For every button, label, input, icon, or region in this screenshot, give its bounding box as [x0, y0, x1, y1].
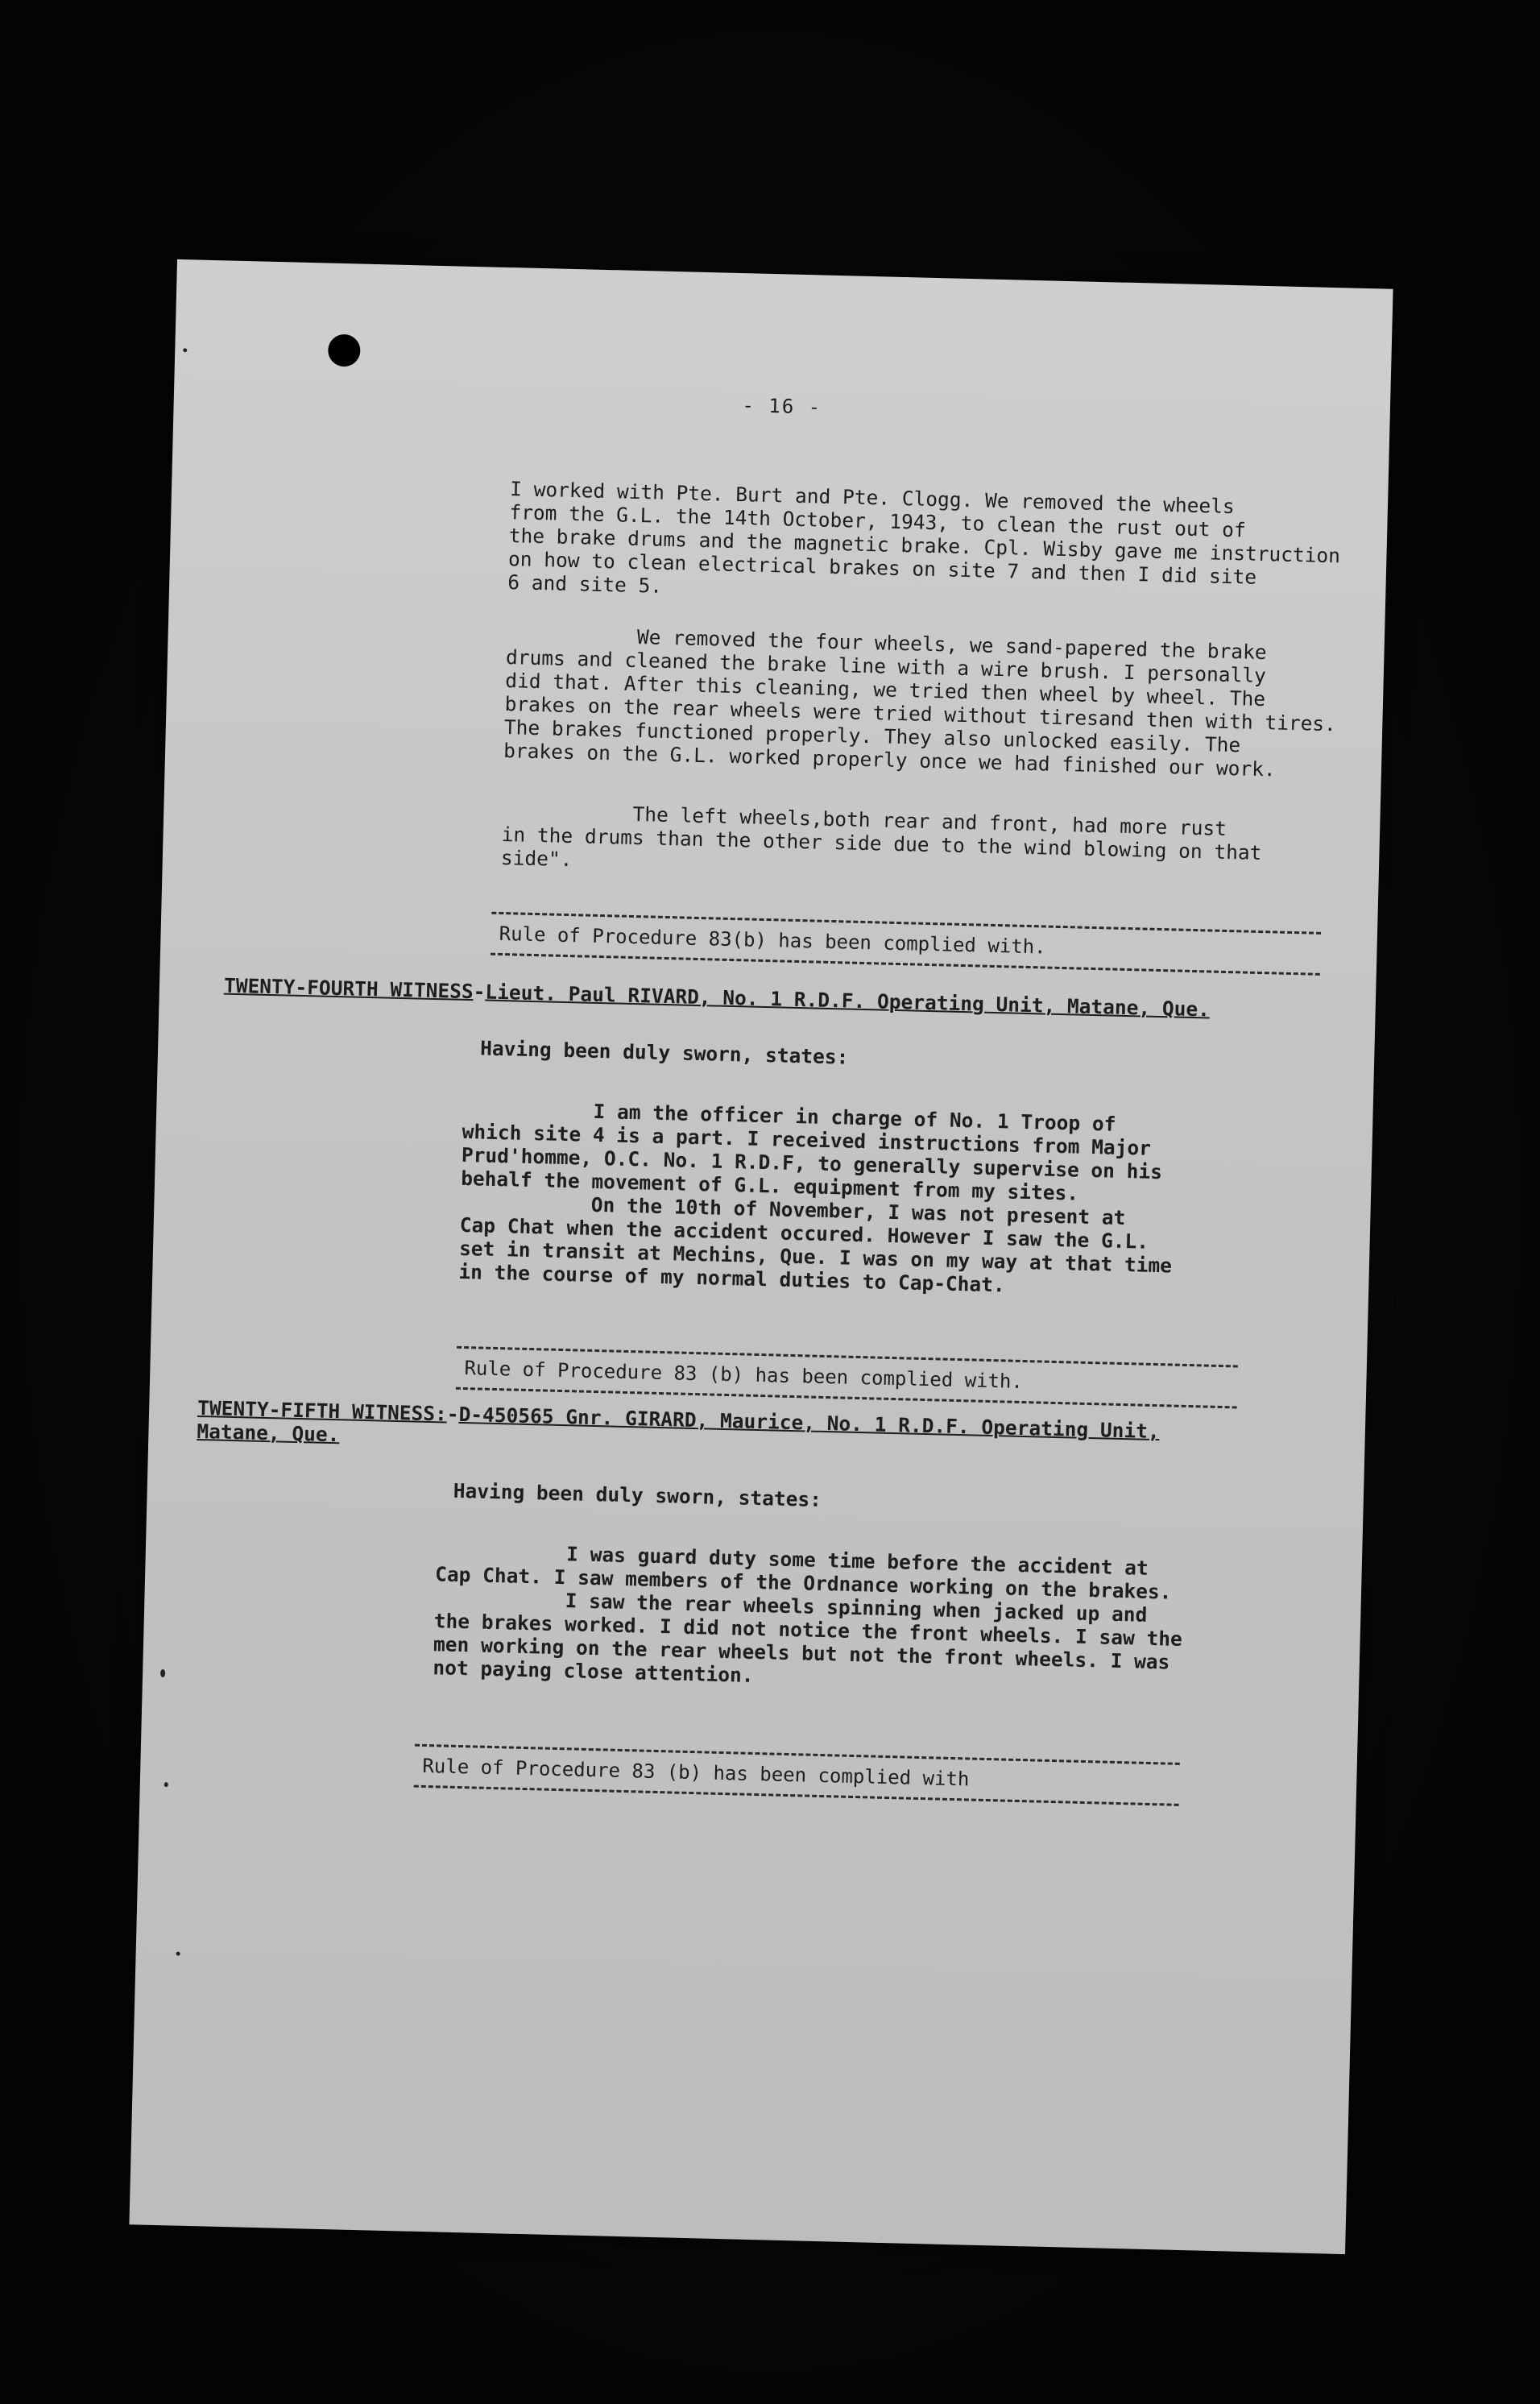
sworn-statement-heading: Having been duly sworn, states: [453, 1478, 822, 1511]
witness-separator: - [473, 980, 486, 1004]
speck-mark [183, 348, 187, 352]
procedure-rule-text: Rule of Procedure 83 (b) has been complied with [422, 1754, 970, 1791]
document-page [129, 259, 1393, 2254]
witness-label: TWENTY-FIFTH WITNESS: [197, 1395, 448, 1426]
witness-heading [197, 1396, 1261, 1469]
speck-mark [164, 1782, 168, 1787]
witness-statement: I am the officer in charge of No. 1 Troop of which site 4 is a part. I received instructions from Major Prud'homme, O.C. No. 1 R.D.F, to generally supervise on his behalf the movement of G.L. equipment from my sites. On the 10th of November, I was not present at Cap Chat when the accident occured. However I saw the G.L. set in transit at Mechins, Que. I was on my way at that time in the course of my normal duties to Cap-Chat. [458, 1096, 1173, 1297]
sworn-statement-heading: Having been duly sworn, states: [479, 1036, 849, 1069]
witness-name: Lieut. Paul RIVARD, No. 1 R.D.F. Operating Unit, Matane, Que. [485, 980, 1211, 1022]
witness-statement: I was guard duty some time before the accident at Cap Chat. I saw members of the Ordnance working on the brakes. I saw the rear wheels spinning when jacked up and the brakes worked. I did not notice the front wheels. I saw the men working on the rear wheels but not the front wheels. I was not paying close attention. [433, 1539, 1183, 1687]
speck-mark [176, 1952, 180, 1956]
procedure-rule-text: Rule of Procedure 83 (b) has been complied with. [464, 1357, 1024, 1393]
procedure-rule-block [414, 1744, 1180, 1806]
page-number: - 16 - [742, 394, 822, 419]
statement-paragraph: I worked with Pte. Burt and Pte. Clogg. We removed the wheels from the G.L. the 14th October, 1943, to clean the rust out of the brake drums and the magnetic brake. Cpl. Wisby gave me instruction on how to clean electrical brakes on site 7 and then I did site 6 and site 5. [507, 477, 1341, 598]
witness-label: TWENTY-FOURTH WITNESS [223, 973, 474, 1004]
procedure-rule-block [491, 912, 1321, 976]
statement-paragraph: The left wheels,both rear and front, had more rust in the drums than the other side due to the wind blowing on that side". [500, 798, 1262, 872]
witness-heading [224, 974, 1335, 1025]
procedure-rule-text: Rule of Procedure 83(b) has been complied with. [499, 922, 1046, 959]
witness-separator: - [446, 1402, 459, 1426]
witness-name: D-450565 Gnr. GIRARD, Maurice, No. 1 R.D.F. Operating Unit, Matane, Que. [197, 1402, 1161, 1447]
punch-hole [328, 334, 361, 367]
statement-paragraph: We removed the four wheels, we sand-papered the brake drums and cleaned the brake line with a wire brush. I personally did that. After this cleaning, we tried then wheel by wheel. The brakes on the rear wheels were tried without tiresand then with tires. The brakes functioned properly. They also unlocked easily. The brakes on the G.L. worked properly once we had finished our work. [503, 622, 1337, 781]
procedure-rule-block [456, 1346, 1238, 1409]
speck-mark [160, 1669, 165, 1677]
